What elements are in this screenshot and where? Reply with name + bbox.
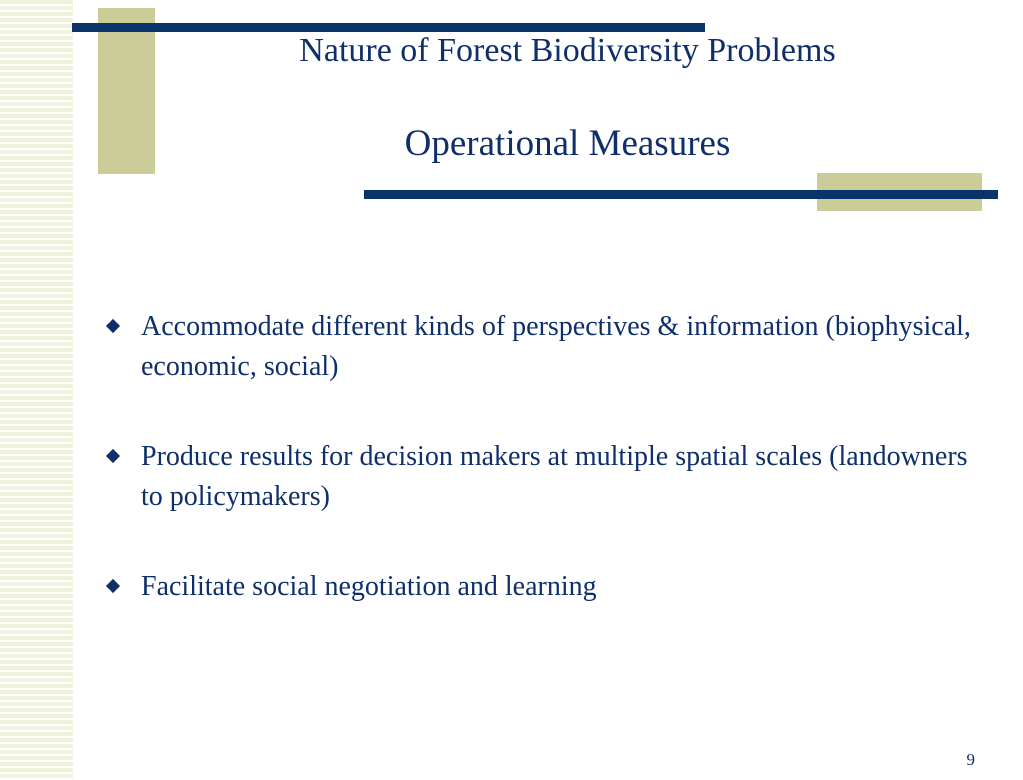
slide-subtitle: Operational Measures (404, 123, 731, 164)
left-stripe-band (0, 0, 73, 780)
bullet-text: Facilitate social negotiation and learning (141, 571, 597, 602)
slide-title: Nature of Forest Biodiversity Problems (299, 32, 836, 69)
diamond-bullet-icon (106, 579, 120, 593)
bullet-list (106, 307, 986, 607)
title-rule-bottom (364, 190, 998, 199)
page-number: 9 (966, 750, 975, 769)
title-accent-block-top (98, 8, 155, 174)
diamond-bullet-icon (106, 319, 120, 333)
bullet-item-results (106, 437, 986, 517)
bullet-text: Produce results for decision makers at multiple spatial scales (landowners to policymakers) (141, 441, 968, 512)
bullet-item-perspectives (106, 307, 986, 387)
bullet-text: Accommodate different kinds of perspectives & information (biophysical, economic, social) (141, 311, 971, 382)
diamond-bullet-icon (106, 449, 120, 463)
bullet-item-negotiation (106, 567, 986, 607)
